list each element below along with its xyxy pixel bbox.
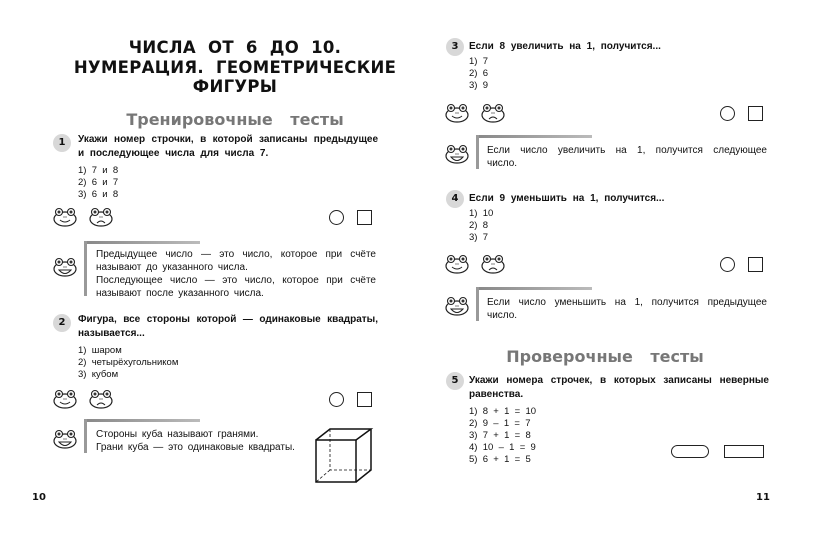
hint-side-bar — [84, 419, 87, 453]
page-number: 11 — [756, 492, 770, 503]
hint-frog-icon — [444, 296, 470, 320]
option[interactable]: 1) 10 — [469, 208, 494, 219]
answer-square[interactable] — [748, 257, 763, 272]
happy-frog-icon — [52, 389, 78, 411]
answer-options — [469, 56, 769, 92]
question-text: Если 8 увеличить на 1, получится... — [469, 41, 661, 52]
question-block — [469, 40, 769, 92]
option[interactable]: 2) 8 — [469, 220, 489, 231]
question-text: Укажи номер строчки, в которой записаны предыдущее и последующее числа для числа 7. — [78, 134, 378, 159]
option[interactable]: 3) 9 — [469, 80, 489, 91]
option[interactable]: 2) четырёхугольником — [78, 357, 179, 368]
page-number: 10 — [32, 492, 46, 503]
question-text: Если 9 уменьшить на 1, получится... — [469, 193, 665, 204]
answer-circle[interactable] — [720, 106, 735, 121]
option[interactable]: 2) 6 и 7 — [78, 177, 119, 188]
happy-frog-icon — [444, 103, 470, 125]
question-block — [469, 192, 769, 244]
question-number-badge: 2 — [53, 314, 71, 332]
hint-line: Предыдущее число — это число, которое при счёте называют до указанного числа. — [96, 249, 376, 273]
hint-side-bar — [84, 241, 87, 296]
cube-figure — [314, 426, 378, 486]
section-heading-check: Проверочные тесты — [506, 347, 704, 366]
hint-line: Стороны куба называют гранями. — [96, 429, 259, 440]
question-number-badge: 3 — [446, 38, 464, 56]
title-line: НУМЕРАЦИЯ. ГЕОМЕТРИЧЕСКИЕ — [73, 57, 397, 77]
happy-frog-icon — [444, 254, 470, 276]
hint-top-bar — [84, 419, 200, 422]
answer-options — [78, 165, 378, 201]
question-block — [78, 313, 378, 381]
option[interactable]: 1) 7 и 8 — [78, 165, 119, 176]
option[interactable]: 1) 8 + 1 = 10 — [469, 406, 537, 417]
hint-side-bar — [476, 135, 479, 169]
hint-frog-icon — [52, 429, 78, 453]
question-number-badge: 4 — [446, 190, 464, 208]
option[interactable]: 1) 7 — [469, 56, 489, 67]
question-text: Фигура, все стороны которой — одинаковые квадраты, называется... — [78, 314, 378, 339]
hint-top-bar — [476, 287, 592, 290]
hint-top-bar — [84, 241, 200, 244]
answer-rect-field[interactable] — [724, 445, 764, 458]
hint-frog-icon — [444, 144, 470, 168]
title-line: ЧИСЛА ОТ 6 ДО 10. — [128, 38, 342, 57]
option[interactable]: 3) 7 — [469, 232, 489, 243]
answer-oval-field[interactable] — [671, 445, 709, 458]
happy-frog-icon — [52, 207, 78, 229]
option[interactable]: 2) 6 — [469, 68, 489, 79]
sad-frog-icon — [88, 389, 114, 411]
option[interactable]: 5) 6 + 1 = 5 — [469, 454, 531, 465]
answer-options — [78, 345, 378, 381]
sad-frog-icon — [480, 103, 506, 125]
question-block — [78, 133, 378, 201]
option[interactable]: 3) кубом — [78, 369, 119, 380]
answer-square[interactable] — [748, 106, 763, 121]
hint-text — [96, 428, 310, 454]
hint-frog-icon — [52, 257, 78, 281]
answer-square[interactable] — [357, 210, 372, 225]
hint-top-bar — [476, 135, 592, 138]
answer-options — [469, 208, 769, 244]
sad-frog-icon — [88, 207, 114, 229]
option[interactable]: 3) 7 + 1 = 8 — [469, 430, 531, 441]
option[interactable]: 2) 9 – 1 = 7 — [469, 418, 531, 429]
option[interactable]: 1) шаром — [78, 345, 122, 356]
answer-square[interactable] — [357, 392, 372, 407]
hint-side-bar — [476, 287, 479, 321]
hint-text — [96, 248, 376, 300]
hint-text: Если число увеличить на 1, получится следующее число. — [487, 145, 767, 169]
hint-line: Последующее число — это число, которое при счёте называют после указанного числа. — [96, 275, 376, 299]
sad-frog-icon — [480, 254, 506, 276]
option[interactable]: 3) 6 и 8 — [78, 189, 119, 200]
option[interactable]: 4) 10 – 1 = 9 — [469, 442, 536, 453]
hint-text: Если число уменьшить на 1, получится предыдущее число. — [487, 297, 767, 321]
question-number-badge: 5 — [446, 372, 464, 390]
chapter-title — [40, 38, 430, 97]
answer-circle[interactable] — [329, 210, 344, 225]
question-number-badge: 1 — [53, 134, 71, 152]
question-text: Укажи номера строчек, в которых записаны неверные равенства. — [469, 375, 769, 400]
answer-circle[interactable] — [720, 257, 735, 272]
title-line: ФИГУРЫ — [192, 77, 278, 96]
answer-circle[interactable] — [329, 392, 344, 407]
hint-line: Грани куба — это одинаковые квадраты. — [96, 442, 295, 453]
section-heading-training: Тренировочные тесты — [126, 110, 344, 129]
